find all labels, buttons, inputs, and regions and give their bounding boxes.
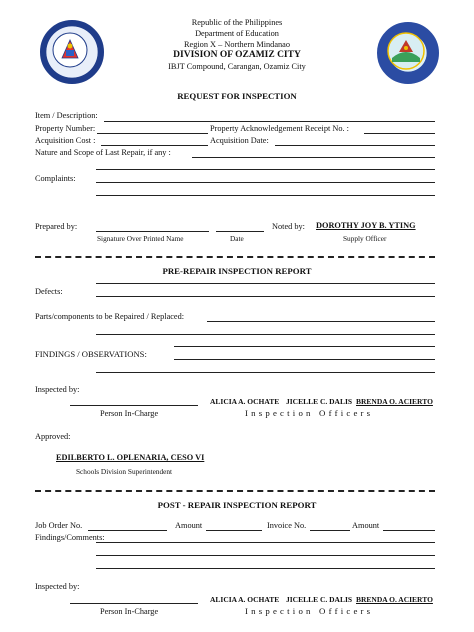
item-description-field[interactable] <box>104 121 435 122</box>
findings-comments-field-3[interactable] <box>96 568 435 569</box>
officer-2-pre: JICELLE C. DALIS <box>286 397 353 406</box>
header-division: DIVISION OF OZAMIZ CITY <box>173 50 301 60</box>
par-number-label: Property Acknowledgement Receipt No. : <box>210 124 349 133</box>
defects-field-1[interactable] <box>96 283 435 284</box>
person-in-charge-caption-pre: Person In-Charge <box>100 409 159 418</box>
person-in-charge-field-pre[interactable] <box>70 405 198 406</box>
invoice-label: Invoice No. <box>267 521 307 530</box>
parts-label: Parts/components to be Repaired / Replaced: <box>35 312 185 321</box>
job-order-field[interactable] <box>88 530 167 531</box>
property-number-field[interactable] <box>97 133 208 134</box>
defects-label: Defects: <box>35 287 63 296</box>
header-region: Region X – Northern Mindanao <box>184 40 290 49</box>
parts-field-2[interactable] <box>96 334 435 335</box>
par-number-field[interactable] <box>364 133 435 134</box>
division-seal-icon <box>377 22 439 84</box>
acquisition-cost-label: Acquisition Cost : <box>35 136 96 145</box>
acquisition-date-label: Acquisition Date: <box>210 136 269 145</box>
date-caption: Date <box>230 234 244 243</box>
property-number-label: Property Number: <box>35 124 96 133</box>
findings-comments-field-1[interactable] <box>96 542 435 543</box>
noted-by-title: Supply Officer <box>343 234 387 243</box>
nature-scope-label: Nature and Scope of Last Repair, if any : <box>35 148 171 157</box>
section-divider-2 <box>35 490 435 492</box>
inspection-officers-caption-pre: Inspection Officers <box>245 408 374 418</box>
approved-label: Approved: <box>35 432 71 441</box>
header-department: Department of Education <box>195 29 279 38</box>
approver-name: EDILBERTO L. OPLENARIA, CESO VI <box>56 453 205 462</box>
invoice-field[interactable] <box>310 530 350 531</box>
header-republic: Republic of the Philippines <box>191 18 283 27</box>
inspection-officers-caption-post: Inspection Officers <box>245 606 374 616</box>
findings-field-2[interactable] <box>174 359 435 360</box>
acquisition-cost-field[interactable] <box>101 145 208 146</box>
officer-1-pre: ALICIA A. OCHATE <box>210 397 280 406</box>
section-divider-1 <box>35 256 435 258</box>
findings-field-3[interactable] <box>96 372 435 373</box>
person-in-charge-field-post[interactable] <box>70 603 198 604</box>
inspected-by-label-post: Inspected by: <box>35 582 80 591</box>
header-address: IBJT Compound, Carangan, Ozamiz City <box>168 62 306 71</box>
defects-field-2[interactable] <box>96 296 435 297</box>
findings-field-1[interactable] <box>174 346 435 347</box>
prepared-by-label: Prepared by: <box>35 222 78 231</box>
item-description-label: Item / Description: <box>35 111 98 120</box>
approver-title: Schools Division Superintendent <box>76 467 173 476</box>
parts-field-1[interactable] <box>207 321 435 322</box>
deped-seal-icon <box>40 20 104 84</box>
job-order-label: Job Order No. <box>35 521 83 530</box>
signature-caption: Signature Over Printed Name <box>97 234 184 243</box>
prepared-by-date-field[interactable] <box>216 231 264 232</box>
complaints-field-2[interactable] <box>96 182 435 183</box>
complaints-label: Complaints: <box>35 174 76 183</box>
noted-by-name: DOROTHY JOY B. YTING <box>316 221 416 230</box>
nature-scope-field[interactable] <box>192 157 435 158</box>
inspected-by-label-pre: Inspected by: <box>35 385 80 394</box>
request-title: REQUEST FOR INSPECTION <box>177 91 297 101</box>
post-repair-title: POST - REPAIR INSPECTION REPORT <box>157 500 317 510</box>
noted-by-label: Noted by: <box>272 222 305 231</box>
complaints-field-3[interactable] <box>96 195 435 196</box>
prepared-by-signature-field[interactable] <box>96 231 209 232</box>
acquisition-date-field[interactable] <box>275 145 435 146</box>
officer-3-pre: BRENDA O. ACIERTO <box>356 397 433 406</box>
findings-label: FINDINGS / OBSERVATIONS: <box>35 349 147 359</box>
findings-comments-label: Findings/Comments: <box>35 533 105 542</box>
officer-2-post: JICELLE C. DALIS <box>286 595 353 604</box>
officer-1-post: ALICIA A. OCHATE <box>210 595 280 604</box>
person-in-charge-caption-post: Person In-Charge <box>100 607 159 616</box>
amount-label-2: Amount <box>352 521 380 530</box>
complaints-field-1[interactable] <box>96 169 435 170</box>
amount-field-2[interactable] <box>383 530 435 531</box>
amount-label-1: Amount <box>175 521 203 530</box>
pre-repair-title: PRE-REPAIR INSPECTION REPORT <box>162 266 312 276</box>
findings-comments-field-2[interactable] <box>96 555 435 556</box>
officer-3-post: BRENDA O. ACIERTO <box>356 595 433 604</box>
amount-field-1[interactable] <box>206 530 262 531</box>
